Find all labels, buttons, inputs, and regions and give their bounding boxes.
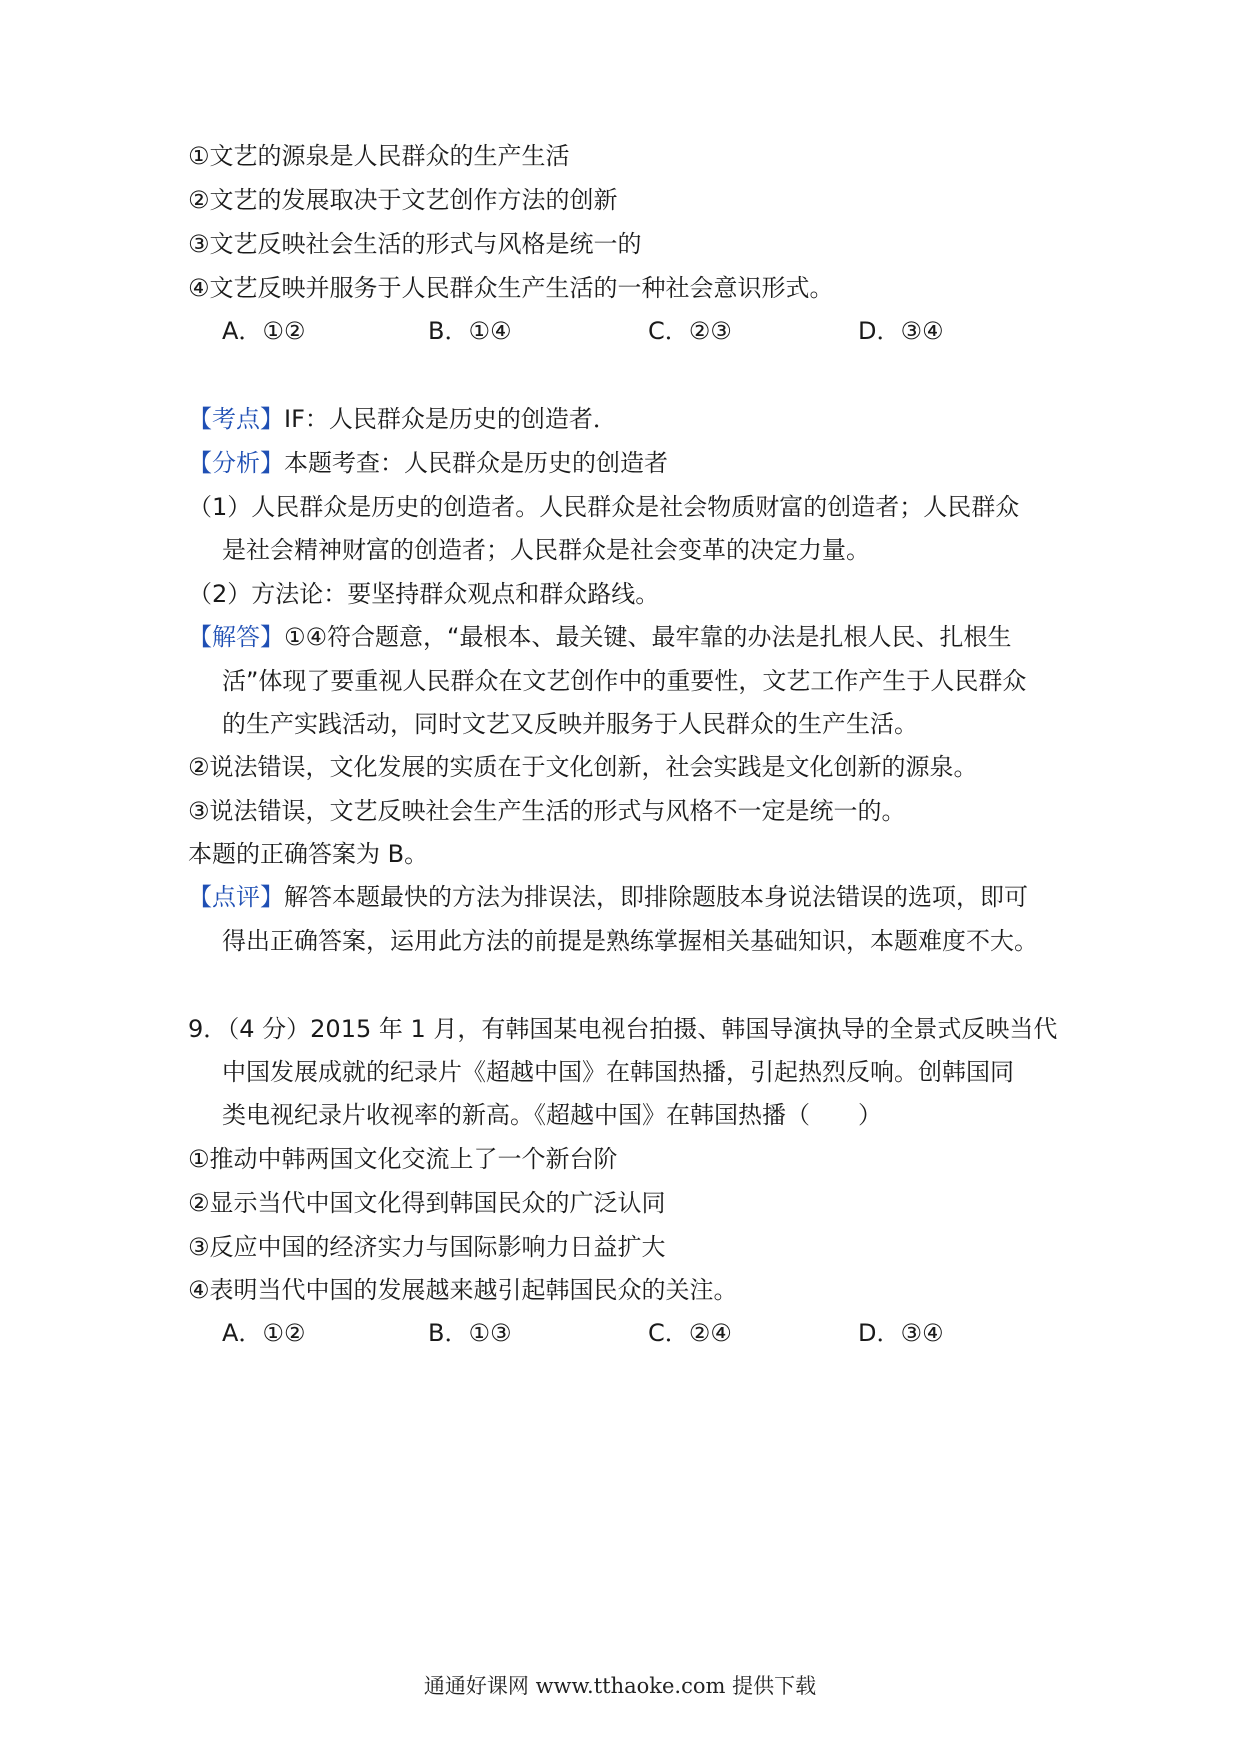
wrong2-line: ②说法错误，文化发展的实质在于文化创新，社会实践是文化创新的源泉。 [188, 753, 978, 781]
q9-item-2: ②显示当代中国文化得到韩国民众的广泛认同 [188, 1189, 666, 1217]
q9-option-a: A．①② [222, 1319, 306, 1347]
q8-item-2: ②文艺的发展取决于文艺创作方法的创新 [188, 186, 618, 214]
jieda-text-1: ①④符合题意，“最根本、最关键、最牢靠的办法是扎根人民、扎根生 [284, 623, 1012, 651]
jieda-tag: 【解答】 [188, 623, 284, 651]
q8-item-1: ①文艺的源泉是人民群众的生产生活 [188, 142, 570, 170]
kaodian-tag: 【考点】 [188, 405, 284, 433]
page-footer: 通通好课网 www.tthaoke.com 提供下载 [423, 1674, 817, 1698]
q9-item-3: ③反应中国的经济实力与国际影响力日益扩大 [188, 1233, 666, 1261]
q9-option-d: D．③④ [858, 1319, 944, 1347]
q8-item-3: ③文艺反映社会生活的形式与风格是统一的 [188, 230, 642, 258]
q9-stem-line3: 类电视纪录片收视率的新高。《超越中国》在韩国热播（ ） [222, 1101, 882, 1129]
fenxi-line [188, 446, 668, 480]
kaodian-line [188, 402, 617, 436]
q8-option-d: D．③④ [858, 317, 944, 345]
fenxi-text: 本题考查：人民群众是历史的创造者 [284, 449, 668, 477]
q9-option-b: B．①③ [428, 1319, 512, 1347]
point2-line: （2）方法论：要坚持群众观点和群众路线。 [188, 580, 660, 608]
q8-option-c: C．②③ [648, 317, 732, 345]
point1-line1: （1）人民群众是历史的创造者。人民群众是社会物质财富的创造者；人民群众 [188, 493, 1020, 521]
q8-option-a: A．①② [222, 317, 306, 345]
answer-line: 本题的正确答案为 B。 [188, 840, 429, 868]
dianping-tag: 【点评】 [188, 883, 284, 911]
dianping-text-1: 解答本题最快的方法为排误法，即排除题肢本身说法错误的选项，即可 [284, 883, 1028, 911]
q8-option-b: B．①④ [428, 317, 512, 345]
dianping-line1 [188, 880, 1028, 914]
dianping-line2: 得出正确答案，运用此方法的前提是熟练掌握相关基础知识，本题难度不大。 [222, 927, 1038, 955]
q9-options [0, 1316, 1240, 1350]
jieda-line3: 的生产实践活动，同时文艺又反映并服务于人民群众的生产生活。 [222, 710, 918, 738]
q9-option-c: C．②④ [648, 1319, 732, 1347]
wrong3-line: ③说法错误，文艺反映社会生产生活的形式与风格不一定是统一的。 [188, 797, 906, 825]
q9-stem-line2: 中国发展成就的纪录片《超越中国》在韩国热播，引起热烈反响。创韩国同 [222, 1058, 1014, 1086]
point1-line2: 是社会精神财富的创造者；人民群众是社会变革的决定力量。 [222, 536, 870, 564]
jieda-line1 [188, 620, 1011, 654]
q8-item-4: ④文艺反映并服务于人民群众生产生活的一种社会意识形式。 [188, 274, 834, 302]
q9-item-4: ④表明当代中国的发展越来越引起韩国民众的关注。 [188, 1276, 738, 1304]
jieda-line2: 活”体现了要重视人民群众在文艺创作中的重要性，文艺工作产生于人民群众 [222, 667, 1027, 695]
q8-options [0, 314, 1240, 348]
q9-stem-line1: 9．（4 分）2015 年 1 月，有韩国某电视台拍摄、韩国导演执导的全景式反映当代 [188, 1015, 1058, 1043]
kaodian-text: IF：人民群众是历史的创造者． [284, 405, 617, 433]
fenxi-tag: 【分析】 [188, 449, 284, 477]
q9-item-1: ①推动中韩两国文化交流上了一个新台阶 [188, 1145, 618, 1173]
